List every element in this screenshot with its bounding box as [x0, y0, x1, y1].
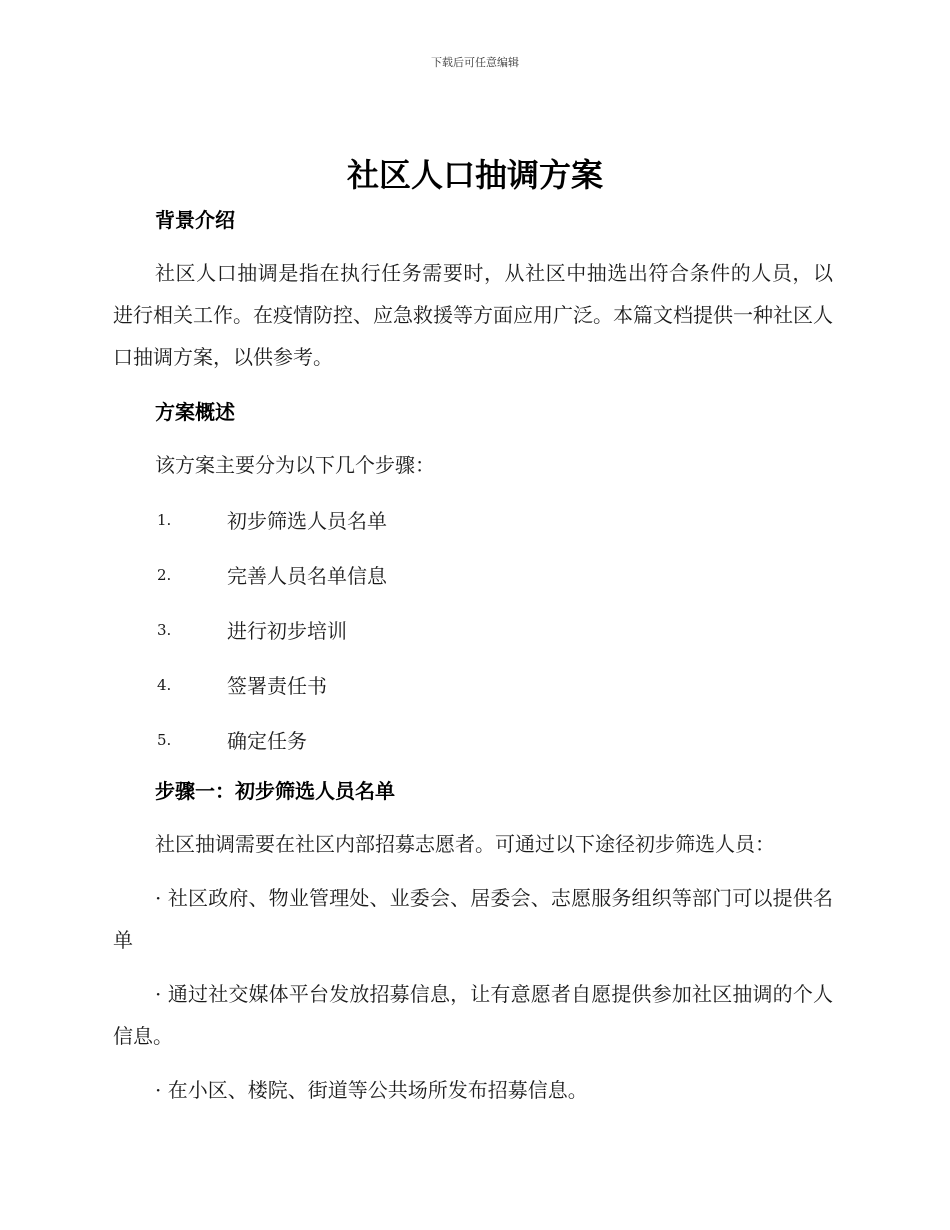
list-number: 2.: [157, 565, 172, 584]
step-one-intro: 社区抽调需要在社区内部招募志愿者。可通过以下途径初步筛选人员：: [155, 832, 775, 856]
steps-list: [113, 492, 833, 767]
section-heading-overview: 方案概述: [155, 400, 235, 424]
list-item: [113, 492, 833, 547]
bullet-paragraph: · 通过社交媒体平台发放招募信息，让有意愿者自愿提供参加社区抽调的个人信息。: [113, 982, 833, 1048]
list-item: [113, 547, 833, 602]
section-heading-background: 背景介绍: [155, 208, 235, 232]
list-item: [113, 657, 833, 712]
list-text: 初步筛选人员名单: [227, 509, 387, 533]
bullet-paragraph: · 在小区、楼院、街道等公共场所发布招募信息。: [155, 1078, 588, 1102]
list-item: [113, 602, 833, 657]
list-number: 4.: [157, 675, 172, 694]
list-text: 确定任务: [227, 729, 307, 753]
list-number: 5.: [157, 730, 172, 749]
header-note: 下载后可任意编辑: [431, 56, 519, 69]
list-number: 1.: [157, 510, 172, 529]
background-paragraph: 社区人口抽调是指在执行任务需要时，从社区中抽选出符合条件的人员，以进行相关工作。在疫情防控、应急救援等方面应用广泛。本篇文档提供一种社区人口抽调方案，以供参考。: [113, 261, 833, 369]
list-text: 签署责任书: [227, 674, 327, 698]
section-heading-step-one: 步骤一：初步筛选人员名单: [155, 779, 395, 803]
bullet-paragraph: · 社区政府、物业管理处、业委会、居委会、志愿服务组织等部门可以提供名单: [113, 886, 833, 952]
document-body: [113, 200, 833, 1111]
list-item: [113, 712, 833, 767]
document-title: 社区人口抽调方案: [346, 156, 603, 194]
overview-intro: 该方案主要分为以下几个步骤：: [155, 453, 435, 477]
list-text: 完善人员名单信息: [227, 564, 387, 588]
list-number: 3.: [157, 620, 172, 639]
list-text: 进行初步培训: [227, 619, 347, 643]
